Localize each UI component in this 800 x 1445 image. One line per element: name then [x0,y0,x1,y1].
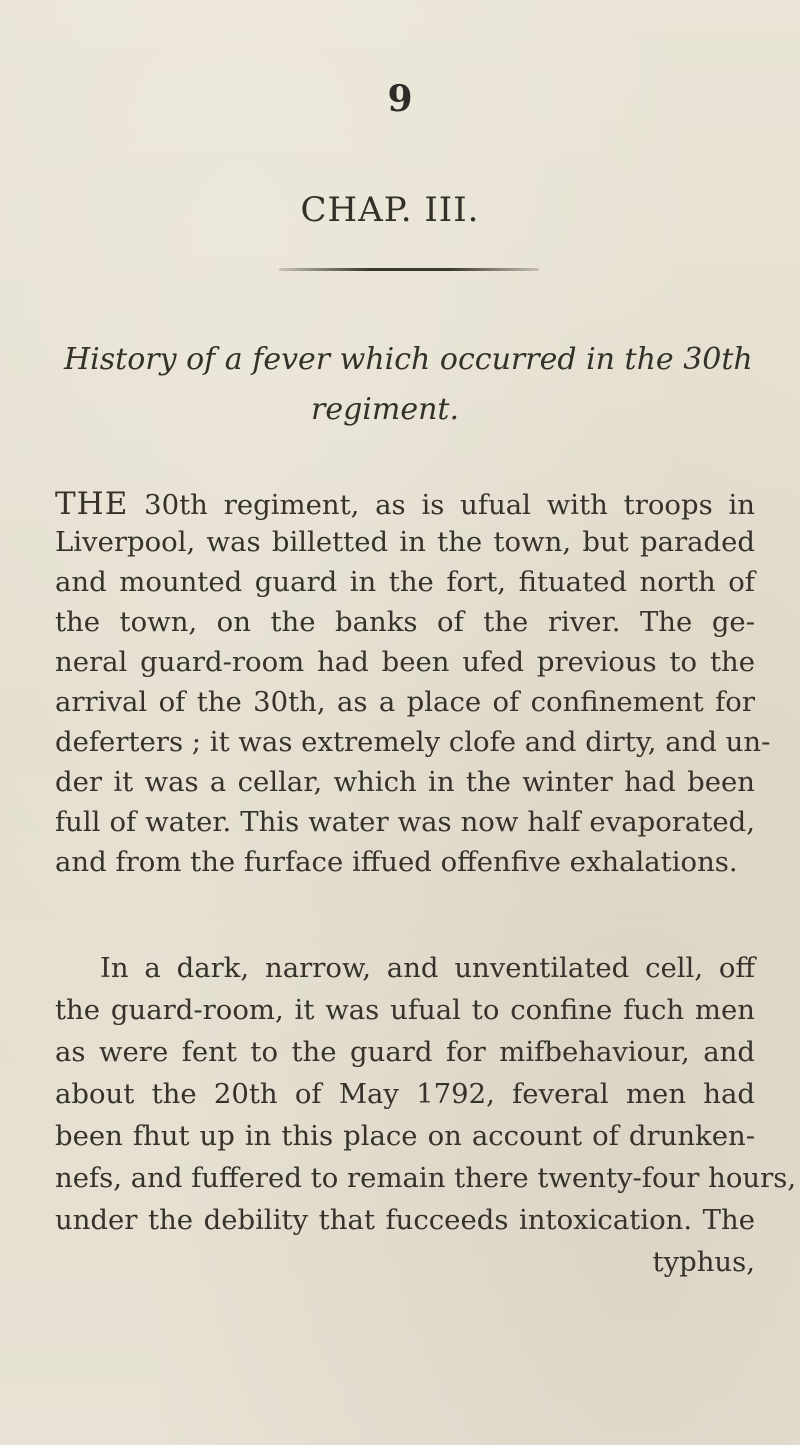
paragraph-line [55,486,755,522]
paragraph-line: been fhut up in this place on account of drunken- [55,1120,755,1152]
paragraph-line: deferters ; it was extremely clofe and dirty, and un- [55,726,771,758]
paragraph-line: Liverpool, was billetted in the town, but paraded [55,526,755,558]
paragraph-line: as were fent to the guard for mifbehaviour, and [55,1036,755,1068]
section-title-line-1: History of a fever which occurred in the 30th [64,342,753,377]
drop-cap: THE [55,486,129,522]
paragraph-line: and from the furface iffued offenfive exhalations. [55,846,738,878]
paragraph-line: full of water. This water was now half evaporated, [55,806,755,838]
section-title-line-2: regiment. [310,392,459,427]
paragraph-line: arrival of the 30th, as a place of confinement for [55,686,755,718]
decorative-rule [279,268,539,271]
paragraph-line: nefs, and fuffered to remain there twenty-four hours, [55,1162,797,1194]
paragraph-line: the town, on the banks of the river. The ge- [55,606,755,638]
paragraph-line: the guard-room, it was ufual to confine fuch men [55,994,755,1026]
chapter-heading: CHAP. III. [300,190,480,230]
paragraph-line: In a dark, narrow, and unventilated cell, off [100,952,755,984]
paragraph-line: about the 20th of May 1792, feveral men had [55,1078,755,1110]
line-text: 30th regiment, as is ufual with troops in [128,489,755,521]
catchword: typhus, [652,1246,755,1278]
paragraph-line: der it was a cellar, which in the winter had been [55,766,755,798]
paragraph-line: under the debility that fucceeds intoxication. The [55,1204,755,1236]
page-number: 9 [387,78,413,120]
paragraph-line: and mounted guard in the fort, fituated north of [55,566,755,598]
paragraph-line: neral guard-room had been ufed previous to the [55,646,755,678]
